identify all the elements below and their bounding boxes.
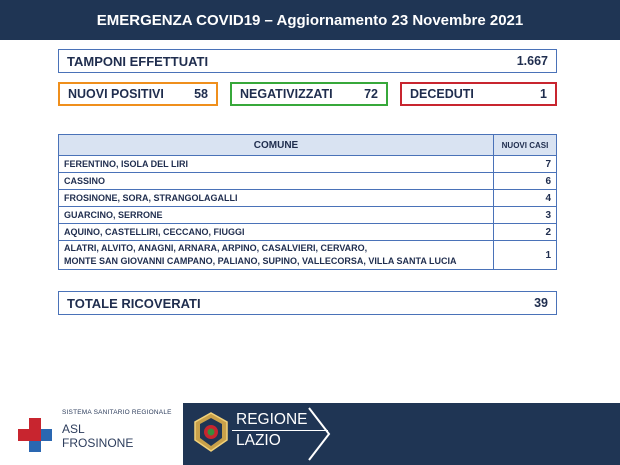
red-blue-cross-logo	[18, 418, 52, 452]
table-row	[59, 224, 557, 241]
casi-cell: 1	[494, 241, 557, 270]
page-title: EMERGENZA COVID19 – Aggiornamento 23 Novembre 2021	[96, 11, 524, 29]
nuovi-positivi-box	[58, 82, 218, 106]
table-header-row	[59, 135, 557, 156]
asl-name-line2: FROSINONE	[62, 436, 134, 450]
comune-cell: FERENTINO, ISOLA DEL LIRI	[59, 156, 494, 173]
tamponi-value: 1.667	[516, 54, 548, 68]
table-row	[59, 156, 557, 173]
table-row	[59, 190, 557, 207]
casi-cell: 3	[494, 207, 557, 224]
casi-cell: 4	[494, 190, 557, 207]
nuovi-casi-header: NUOVI CASI	[494, 135, 557, 156]
negativizzati-value: 72	[364, 87, 378, 101]
nuovi-positivi-label: NUOVI POSITIVI	[68, 87, 164, 101]
comuni-table	[58, 134, 557, 270]
deceduti-label: DECEDUTI	[410, 87, 474, 101]
comune-cell: CASSINO	[59, 173, 494, 190]
table-row	[59, 173, 557, 190]
page-title-bar	[0, 0, 620, 40]
negativizzati-box	[230, 82, 388, 106]
deceduti-box	[400, 82, 557, 106]
comune-header: COMUNE	[59, 135, 494, 156]
asl-name-line1: ASL	[62, 422, 85, 436]
table-row	[59, 241, 557, 270]
regione-line1: REGIONE	[232, 410, 328, 431]
totale-ricoverati-box	[58, 291, 557, 315]
nuovi-positivi-value: 58	[194, 87, 208, 101]
asl-name	[62, 422, 133, 450]
tamponi-box	[58, 49, 557, 73]
comune-cell-line2: MONTE SAN GIOVANNI CAMPANO, PALIANO, SUPINO, VALLECORSA, VILLA SANTA LUCIA	[64, 256, 457, 266]
comune-cell: GUARCINO, SERRONE	[59, 207, 494, 224]
comune-cell: FROSINONE, SORA, STRANGOLAGALLI	[59, 190, 494, 207]
tamponi-label: TAMPONI EFFETTUATI	[67, 53, 209, 69]
asl-subtitle: SISTEMA SANITARIO REGIONALE	[62, 409, 172, 416]
lazio-emblem-icon	[193, 412, 229, 452]
negativizzati-label: NEGATIVIZZATI	[240, 87, 333, 101]
casi-cell: 7	[494, 156, 557, 173]
asl-logo	[18, 409, 178, 459]
comune-cell	[59, 241, 494, 270]
table-row	[59, 207, 557, 224]
chevron-icon	[305, 406, 333, 462]
totale-ricoverati-value: 39	[534, 296, 548, 310]
totale-ricoverati-label: TOTALE RICOVERATI	[67, 295, 201, 311]
comune-cell-line1: ALATRI, ALVITO, ANAGNI, ARNARA, ARPINO, CASALVIERI, CERVARO,	[64, 243, 368, 253]
comune-cell: AQUINO, CASTELLIRI, CECCANO, FIUGGI	[59, 224, 494, 241]
casi-cell: 6	[494, 173, 557, 190]
regione-line2: LAZIO	[236, 432, 281, 449]
deceduti-value: 1	[540, 87, 547, 101]
casi-cell: 2	[494, 224, 557, 241]
